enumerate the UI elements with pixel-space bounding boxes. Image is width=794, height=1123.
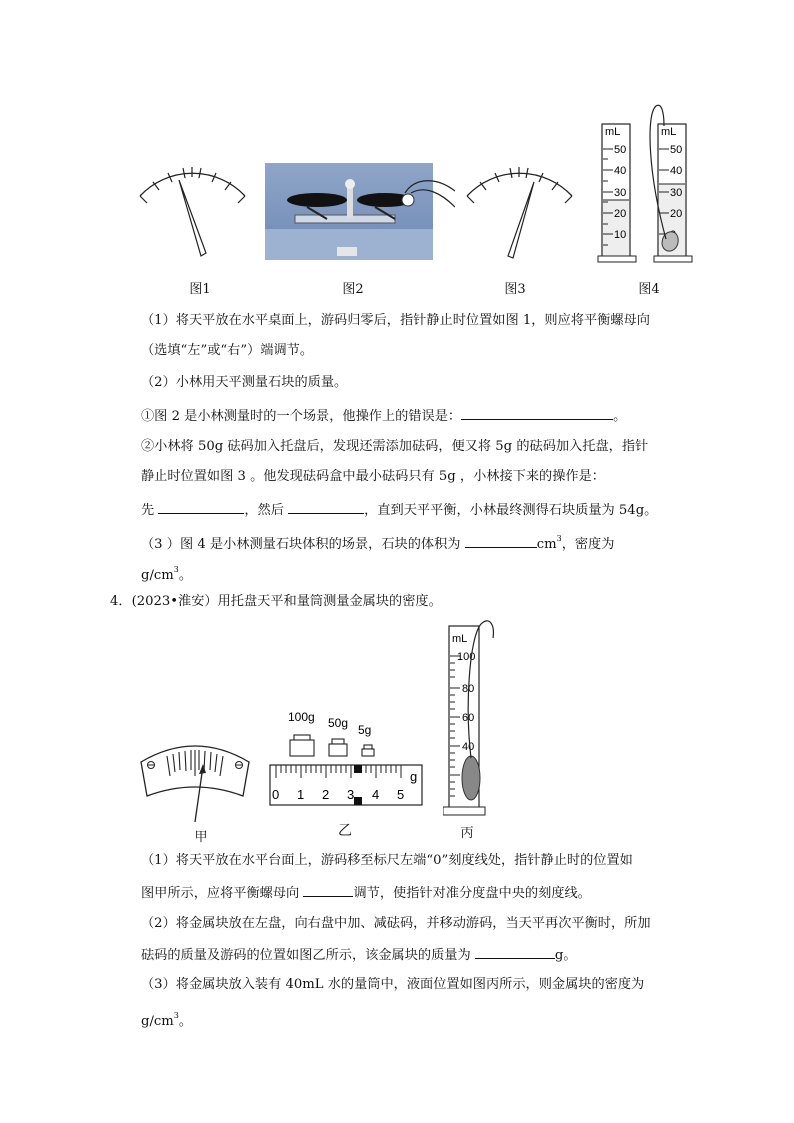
caption-fig2: 图2 [342,282,364,297]
ruler-unit: g [410,769,418,784]
q3-part2-2-line2: 静止时位置如图 3 。他发现砝码盒中最小砝码只有 5g ，小林接下来的操作是： [141,469,605,484]
weights-and-ruler-figure-yi [266,705,426,810]
q4-part3-line2: $g/cm^3$。 [141,1011,193,1029]
ruler-number: 4 [372,787,380,802]
q3-part2-2-line1: ②小林将 50g 砝码加入托盘后，发现还需添加砝码，便又将 5g 的砝码加入托盘，指针 [141,439,649,454]
q4-part1-line1: （1）将天平放在水平台面上，游码移至标尺左端“0”刻度线处，指针静止时的位置如 [141,853,633,868]
tick-label: 80 [462,683,475,695]
answer-blank[interactable] [158,500,244,514]
tick-label: 20 [670,208,683,220]
cylinder-figure-bing [443,618,505,818]
ruler-number: 5 [397,787,405,802]
tick-label: 30 [670,187,683,199]
q4-part2-line2: 砝码的质量及游码的位置如图乙所示，该金属块的质量为 g。 [141,945,577,965]
q3-part3-line1: （3 ）图 4 是小林测量石块体积的场景，石块的体积为 $cm^3$，密度为 [141,534,615,552]
answer-blank[interactable] [465,534,537,548]
dial-figure-3 [462,160,577,260]
q3-part1-line1: （1）将天平放在水平桌面上，游码归零后，指针静止时位置如图 1，则应将平衡螺母向 [141,313,650,328]
tick-label: 30 [614,187,627,199]
weight-label: 50g [328,716,349,730]
cylinder-unit-label: mL [452,633,468,645]
answer-blank[interactable] [461,406,613,420]
q3-part3-line2: $g/cm^3$。 [141,565,193,583]
q3-part2-1: ①图 2 是小林测量时的一个场景，他操作上的错误是： 。 [141,406,626,426]
answer-blank[interactable] [303,883,353,897]
tick-label: 40 [462,741,475,753]
dial-figure-1 [135,160,250,260]
cylinders-figure-4 [596,104,696,264]
q4-part2-line1: （2）将金属块放在左盘，向右盘中加、减砝码，并移动游码，当天平再次平衡时，所加 [141,916,651,931]
ruler-number: 2 [322,787,330,802]
q3-part2-2-line3: 先 ，然后 ，直到天平平衡，小林最终测得石块质量为 54g。 [141,500,657,520]
tick-label: 40 [614,165,627,177]
caption-fig1: 图1 [189,282,211,297]
caption-fig4: 图4 [638,282,660,297]
caption-bing: 丙 [460,826,474,841]
tick-label: 60 [462,712,475,724]
q4-part3-line1: （3）将金属块放入装有 40mL 水的量筒中，液面位置如图丙所示，则金属块的密度为 [141,977,645,992]
cylinder-unit-label: mL [605,126,621,138]
caption-yi: 乙 [338,823,352,839]
q4-title: 4．(2023•淮安）用托盘天平和量筒测量金属块的密度。 [110,594,442,609]
tick-label: 50 [614,144,627,156]
cylinder-unit-label: mL [661,126,677,138]
answer-blank[interactable] [288,500,364,514]
ruler-number: 3 [347,787,355,802]
tick-label: 10 [614,229,627,241]
tick-label: 20 [614,208,627,220]
tick-label: 50 [670,144,683,156]
caption-fig3: 图3 [504,282,526,297]
tick-label: 100 [457,651,476,663]
dial-figure-jia [139,738,251,838]
answer-blank[interactable] [475,945,555,959]
balance-photo-figure-2 [265,163,455,260]
tick-label: 40 [670,165,683,177]
ruler-number: 0 [272,787,280,802]
caption-jia: 甲 [194,830,208,845]
weight-label: 5g [358,723,372,737]
q3-part1-line2: （选填“左”或“右”）端调节。 [141,343,314,358]
q3-part2: （2）小林用天平测量石块的质量。 [141,375,348,390]
ruler-number: 1 [297,787,305,802]
q4-part1-line2: 图甲所示，应将平衡螺母向 调节，使指针对准分度盘中央的刻度线。 [141,883,591,903]
weight-label: 100g [288,710,315,724]
